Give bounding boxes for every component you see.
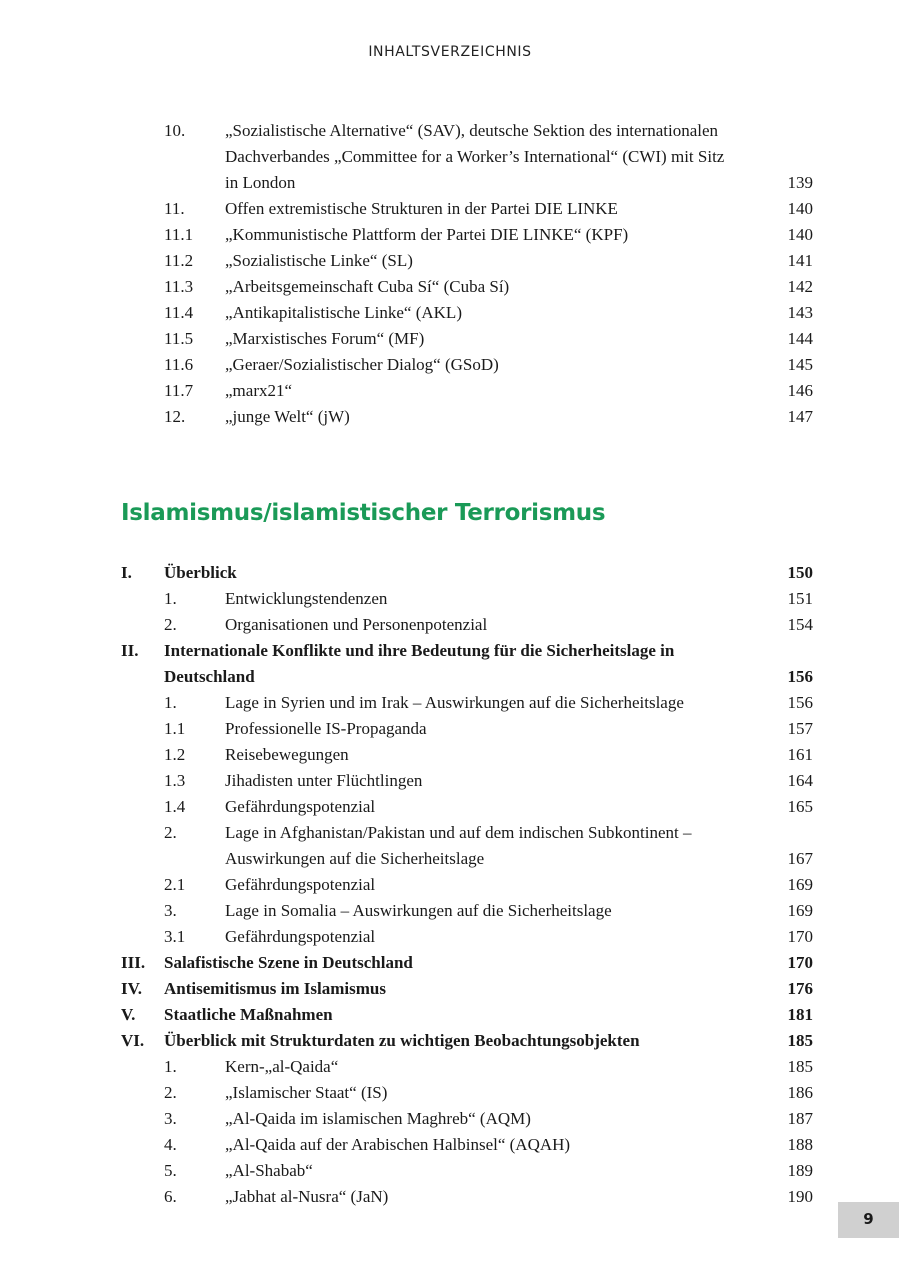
toc-entry-title: Offen extremistische Strukturen in der Partei DIE LINKE — [225, 199, 618, 218]
toc-entry-page: 143 — [787, 303, 813, 322]
toc-line — [0, 924, 900, 950]
toc-entry-page: 157 — [787, 719, 813, 738]
toc-entry-page: 144 — [787, 329, 813, 348]
toc-entry-title: Lage in Syrien und im Irak – Auswirkungen auf die Sicherheitslage — [225, 693, 684, 712]
toc-entry-number: 12. — [164, 407, 186, 426]
toc-entry-page: 187 — [787, 1109, 813, 1128]
toc-line — [0, 820, 900, 846]
toc-entry-page: 147 — [787, 407, 813, 426]
toc-entry-number: II. — [121, 641, 139, 660]
toc-entry-title: „Arbeitsgemeinschaft Cuba Sí“ (Cuba Sí) — [225, 277, 510, 296]
toc-line — [0, 1106, 900, 1132]
toc-entry[interactable] — [0, 768, 900, 794]
toc-entry-page: 140 — [787, 199, 813, 218]
toc-line — [0, 404, 900, 430]
toc-entry-page: 170 — [787, 953, 813, 972]
toc-entry-number: 1.3 — [164, 771, 186, 790]
toc-entry-title: Überblick — [164, 563, 237, 582]
toc-entry-title: „Sozialistische Alternative“ (SAV), deutsche Sektion des internationalen — [225, 121, 719, 140]
toc-entry[interactable] — [0, 924, 900, 950]
toc-entry-page: 141 — [787, 251, 813, 270]
toc-line — [0, 118, 900, 144]
toc-entry-page: 156 — [787, 667, 813, 686]
toc-entry[interactable] — [0, 274, 900, 300]
toc-entry-title: Professionelle IS-Propaganda — [225, 719, 427, 738]
toc-entry-page: 167 — [787, 849, 813, 868]
toc-entry-number: V. — [121, 1005, 136, 1024]
toc-line — [0, 976, 900, 1002]
toc-entry-number: 11.4 — [164, 303, 194, 322]
toc-entry-title: Entwicklungstendenzen — [225, 589, 388, 608]
toc-entry-title: Organisationen und Personenpotenzial — [225, 615, 488, 634]
toc-entry-title: „Antikapitalistische Linke“ (AKL) — [225, 303, 462, 322]
toc-entry-title: Lage in Somalia – Auswirkungen auf die Sicherheitslage — [225, 901, 612, 920]
toc-entry[interactable] — [0, 196, 900, 222]
toc-line — [0, 222, 900, 248]
toc-entry-title: „Sozialistische Linke“ (SL) — [225, 251, 413, 270]
toc-entry[interactable] — [0, 118, 900, 196]
toc-entry-title: Überblick mit Strukturdaten zu wichtigen Beobachtungsobjekten — [164, 1031, 640, 1050]
toc-entry-page: 165 — [787, 797, 813, 816]
toc-entry-number: 3. — [164, 901, 177, 920]
toc-entry-title: Staatliche Maßnahmen — [164, 1005, 333, 1024]
toc-list-bottom — [0, 560, 900, 1210]
toc-entry-title: „Al-Qaida auf der Arabischen Halbinsel“ (AQAH) — [225, 1135, 571, 1154]
toc-entry[interactable] — [0, 222, 900, 248]
toc-entry-number: 2. — [164, 1083, 177, 1102]
toc-entry[interactable] — [0, 1184, 900, 1210]
toc-entry[interactable] — [0, 950, 900, 976]
toc-line — [0, 846, 900, 872]
toc-entry-title: „Islamischer Staat“ (IS) — [225, 1083, 388, 1102]
toc-entry-title: „Al-Shabab“ — [225, 1161, 313, 1180]
toc-line — [0, 352, 900, 378]
toc-entry-page: 185 — [787, 1057, 813, 1076]
toc-entry-title: in London — [225, 173, 296, 192]
toc-entry-page: 186 — [787, 1083, 813, 1102]
toc-line — [0, 560, 900, 586]
toc-entry-number: 11.5 — [164, 329, 194, 348]
toc-line — [0, 768, 900, 794]
toc-entry[interactable] — [0, 638, 900, 690]
toc-entry[interactable] — [0, 1028, 900, 1054]
section-title: Islamismus/islamistischer Terrorismus — [121, 500, 606, 526]
toc-entry-page: 139 — [787, 173, 813, 192]
toc-line — [0, 716, 900, 742]
toc-entry-title: Lage in Afghanistan/Pakistan und auf dem indischen Subkontinent – — [225, 823, 692, 842]
toc-line — [0, 144, 900, 170]
toc-entry-number: 1.2 — [164, 745, 186, 764]
toc-entry[interactable] — [0, 716, 900, 742]
toc-entry-page: 176 — [787, 979, 813, 998]
toc-entry-title: Salafistische Szene in Deutschland — [164, 953, 413, 972]
toc-entry-page: 140 — [787, 225, 813, 244]
toc-entry[interactable] — [0, 794, 900, 820]
toc-entry-number: I. — [121, 563, 132, 582]
toc-entry-number: 4. — [164, 1135, 177, 1154]
toc-line — [0, 378, 900, 404]
toc-line — [0, 742, 900, 768]
toc-entry-title: Dachverbandes „Committee for a Worker’s International“ (CWI) mit Sitz — [225, 147, 725, 166]
toc-entry-title: „Marxistisches Forum“ (MF) — [225, 329, 425, 348]
toc-entry-number: 1.4 — [164, 797, 186, 816]
toc-entry-page: 190 — [787, 1187, 813, 1206]
toc-line — [0, 300, 900, 326]
toc-line — [0, 1028, 900, 1054]
toc-entry-number: 10. — [164, 121, 186, 140]
toc-entry-page: 145 — [787, 355, 813, 374]
toc-entry-title: Gefährdungspotenzial — [225, 797, 376, 816]
toc-entry-page: 164 — [787, 771, 813, 790]
toc-entry-number: 11.3 — [164, 277, 194, 296]
toc-entry[interactable] — [0, 1106, 900, 1132]
toc-entry-number: 2. — [164, 615, 177, 634]
toc-entry-title: „marx21“ — [225, 381, 293, 400]
toc-entry-page: 169 — [787, 875, 813, 894]
toc-entry-page: 169 — [787, 901, 813, 920]
toc-entry-title: „Jabhat al-Nusra“ (JaN) — [225, 1187, 389, 1206]
toc-entry-title: Antisemitismus im Islamismus — [164, 979, 386, 998]
toc-entry[interactable] — [0, 612, 900, 638]
toc-line — [0, 248, 900, 274]
toc-entry-number: 11.1 — [164, 225, 194, 244]
toc-entry-page: 189 — [787, 1161, 813, 1180]
toc-line — [0, 872, 900, 898]
toc-entry[interactable] — [0, 872, 900, 898]
toc-entry[interactable] — [0, 378, 900, 404]
toc-entry-page: 161 — [787, 745, 813, 764]
toc-line — [0, 690, 900, 716]
toc-entry[interactable] — [0, 1002, 900, 1028]
page-number: 9 — [838, 1202, 899, 1238]
toc-entry[interactable] — [0, 690, 900, 716]
toc-entry-number: 1. — [164, 693, 177, 712]
toc-line — [0, 1002, 900, 1028]
toc-entry-number: 2. — [164, 823, 177, 842]
toc-line — [0, 1080, 900, 1106]
toc-entry-page: 170 — [787, 927, 813, 946]
toc-entry[interactable] — [0, 1054, 900, 1080]
toc-entry-title: „junge Welt“ (jW) — [225, 407, 350, 426]
toc-entry-number: 11. — [164, 199, 185, 218]
toc-entry-title: „Geraer/Sozialistischer Dialog“ (GSoD) — [225, 355, 499, 374]
toc-entry-number: 1.1 — [164, 719, 186, 738]
toc-entry-page: 142 — [787, 277, 813, 296]
toc-entry-number: 3.1 — [164, 927, 186, 946]
toc-list-top — [0, 118, 900, 430]
toc-entry-page: 181 — [787, 1005, 813, 1024]
toc-entry[interactable] — [0, 326, 900, 352]
toc-entry-number: 1. — [164, 589, 177, 608]
toc-entry-number: 6. — [164, 1187, 177, 1206]
toc-entry-title: Reisebewegungen — [225, 745, 349, 764]
toc-entry-number: 3. — [164, 1109, 177, 1128]
toc-entry[interactable] — [0, 352, 900, 378]
toc-entry[interactable] — [0, 300, 900, 326]
toc-entry-page: 151 — [787, 589, 813, 608]
toc-entry-page: 146 — [787, 381, 813, 400]
toc-entry-title: Deutschland — [164, 667, 255, 686]
toc-entry-title: Internationale Konflikte und ihre Bedeutung für die Sicherheitslage in — [164, 641, 675, 660]
toc-entry[interactable] — [0, 560, 900, 586]
toc-entry-title: Gefährdungspotenzial — [225, 875, 376, 894]
toc-entry-page: 185 — [787, 1031, 813, 1050]
running-header: INHALTSVERZEICHNIS — [368, 44, 532, 60]
toc-entry-number: VI. — [121, 1031, 145, 1050]
toc-entry[interactable] — [0, 820, 900, 872]
toc-entry[interactable] — [0, 586, 900, 612]
toc-entry-number: III. — [121, 953, 146, 972]
toc-entry[interactable] — [0, 898, 900, 924]
toc-entry-page: 150 — [787, 563, 813, 582]
toc-line — [0, 1158, 900, 1184]
toc-line — [0, 1184, 900, 1210]
toc-entry-number: 5. — [164, 1161, 177, 1180]
toc-entry-page: 154 — [787, 615, 813, 634]
toc-entry-number: 11.7 — [164, 381, 194, 400]
toc-line — [0, 794, 900, 820]
toc-line — [0, 664, 900, 690]
toc-entry-title: „Kommunistische Plattform der Partei DIE LINKE“ (KPF) — [225, 225, 629, 244]
toc-line — [0, 1132, 900, 1158]
toc-line — [0, 950, 900, 976]
toc-line — [0, 196, 900, 222]
toc-entry[interactable] — [0, 976, 900, 1002]
toc-entry[interactable] — [0, 248, 900, 274]
toc-entry-title: Auswirkungen auf die Sicherheitslage — [225, 849, 485, 868]
toc-entry[interactable] — [0, 1080, 900, 1106]
toc-entry-number: 1. — [164, 1057, 177, 1076]
toc-line — [0, 326, 900, 352]
toc-line — [0, 638, 900, 664]
toc-entry-page: 156 — [787, 693, 813, 712]
toc-line — [0, 586, 900, 612]
toc-line — [0, 274, 900, 300]
toc-line — [0, 898, 900, 924]
toc-line — [0, 1054, 900, 1080]
toc-entry[interactable] — [0, 1158, 900, 1184]
toc-entry[interactable] — [0, 404, 900, 430]
toc-entry-title: Kern-„al-Qaida“ — [225, 1057, 339, 1076]
toc-line — [0, 170, 900, 196]
toc-entry-title: „Al-Qaida im islamischen Maghreb“ (AQM) — [225, 1109, 531, 1128]
toc-entry-title: Gefährdungspotenzial — [225, 927, 376, 946]
toc-entry[interactable] — [0, 1132, 900, 1158]
toc-entry-number: 11.6 — [164, 355, 194, 374]
toc-entry[interactable] — [0, 742, 900, 768]
toc-entry-page: 188 — [787, 1135, 813, 1154]
toc-entry-number: IV. — [121, 979, 142, 998]
toc-entry-number: 11.2 — [164, 251, 194, 270]
toc-entry-title: Jihadisten unter Flüchtlingen — [225, 771, 423, 790]
toc-line — [0, 612, 900, 638]
toc-entry-number: 2.1 — [164, 875, 186, 894]
